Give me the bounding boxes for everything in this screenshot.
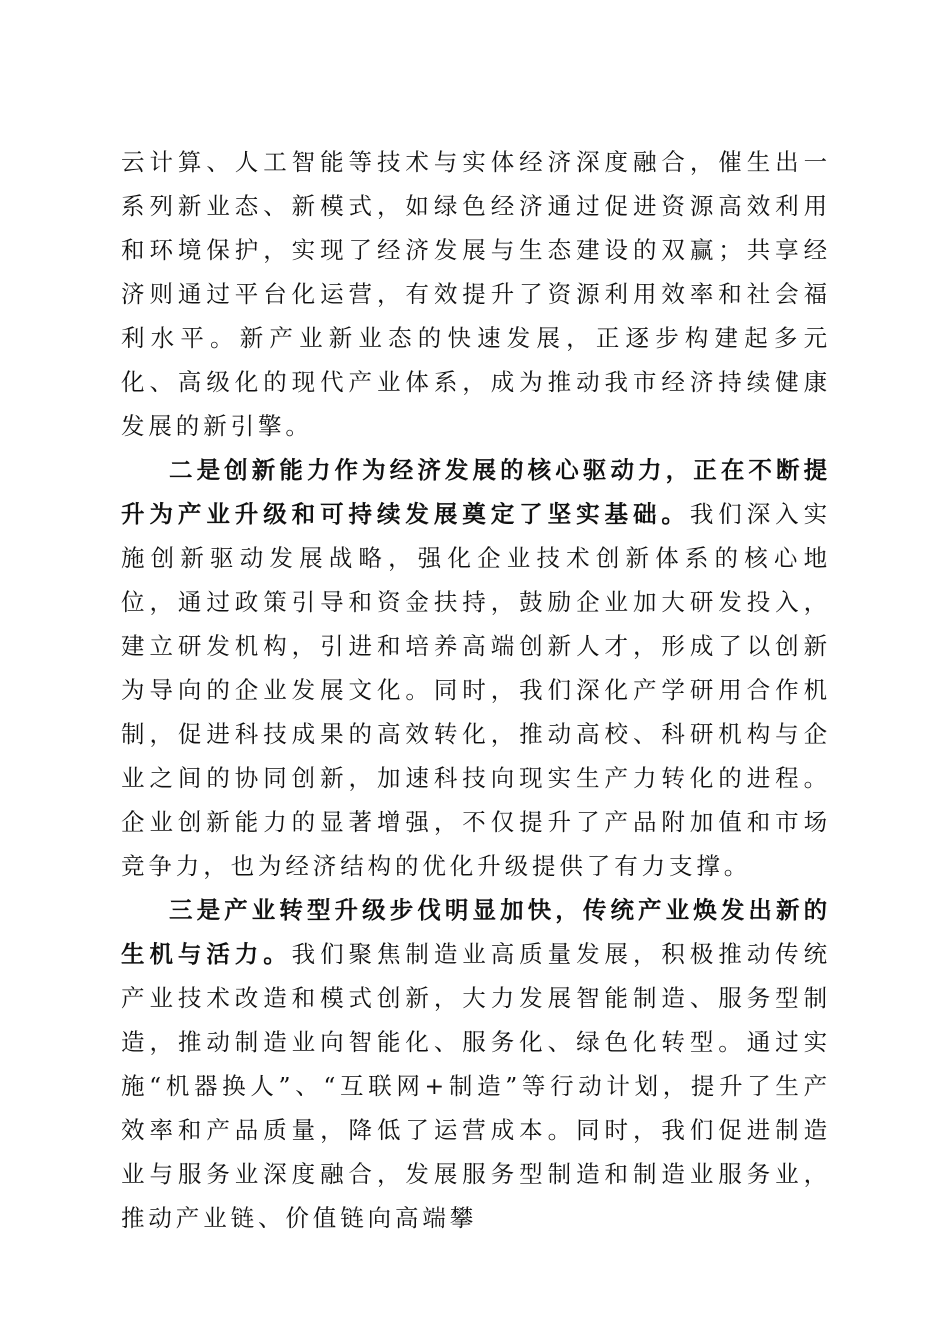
paragraph-3 — [121, 888, 831, 1240]
paragraph-2-text: 我们深入实施创新驱动发展战略，强化企业技术创新体系的核心地位，通过政策引导和资金扶持，鼓励企业加大研发投入，建立研发机构，引进和培养高端创新人才，形成了以创新为导向的企业发展文化。同时，我们深化产学研用合作机制，促进科技成果的高效转化，推动高校、科研机构与企业之间的协同创新，加速科技向现实生产力转化的进程。企业创新能力的显著增强，不仅提升了产品附加值和市场竞争力，也为经济结构的优化升级提供了有力支撑。 — [121, 500, 832, 880]
paragraph-1-text: 云计算、人工智能等技术与实体经济深度融合，催生出一系列新业态、新模式，如绿色经济通过促进资源高效利用和环境保护，实现了经济发展与生态建设的双赢；共享经济则通过平台化运营，有效提升了资源利用效率和社会福利水平。新产业新业态的快速发展，正逐步构建起多元化、高级化的现代产业体系，成为推动我市经济持续健康发展的新引擎。 — [121, 148, 831, 440]
paragraph-3-lead: 三是产业转型升级步伐明显加快，传统产业焕发出新的生机与活力。 — [121, 896, 831, 968]
document-body — [121, 140, 831, 1240]
paragraph-3-text: 我们聚焦制造业高质量发展，积极推动传统产业技术改造和模式创新，大力发展智能制造、服务型制造，推动制造业向智能化、服务化、绿色化转型。通过实施“机器换人”、“互联网+制造”等行动计划，提升了生产效率和产品质量，降低了运营成本。同时，我们促进制造业与服务业深度融合，发展服务型制造和制造业服务业，推动产业链、价值链向高端攀 — [121, 940, 831, 1232]
paragraph-1 — [121, 140, 831, 448]
paragraph-2 — [121, 448, 831, 888]
paragraph-2-lead: 二是创新能力作为经济发展的核心驱动力，正在不断提升为产业升级和可持续发展奠定了坚实基础。 — [121, 456, 831, 528]
